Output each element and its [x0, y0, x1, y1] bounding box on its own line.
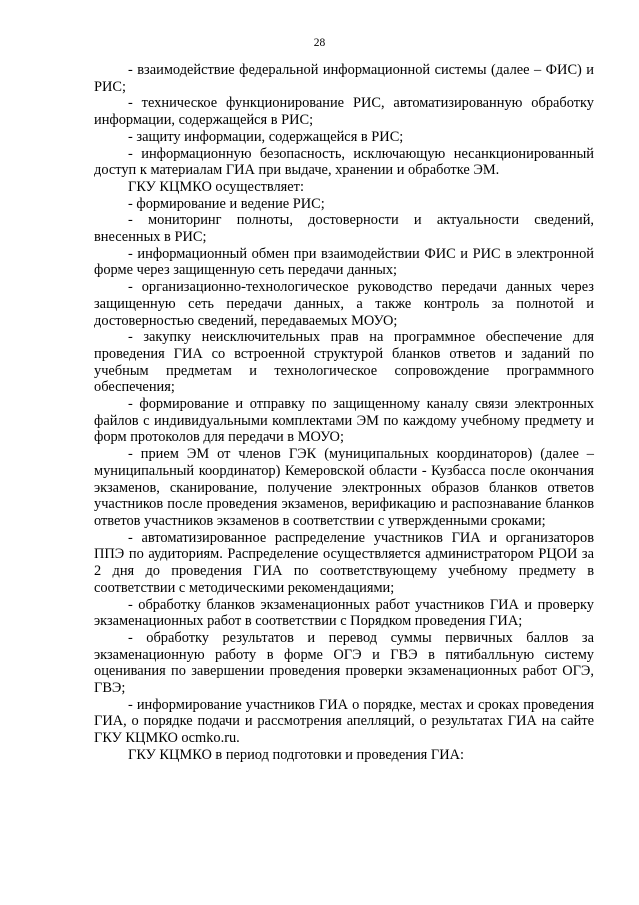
paragraph: - защиту информации, содержащейся в РИС; [128, 128, 404, 145]
document-body [94, 62, 594, 764]
paragraph: ГКУ КЦМКО в период подготовки и проведения ГИА: [128, 746, 464, 763]
paragraph: - организационно-технологическое руководство передачи данных через защищенную сеть передачи данных, а также контроль за полнотой и достоверностью сведений, передаваемых МОУО; [94, 279, 594, 329]
paragraph: - обработку бланков экзаменационных работ участников ГИА и проверку экзаменационных работ в соответствии с Порядком проведения ГИА; [94, 596, 594, 630]
paragraph: - взаимодействие федеральной информационной системы (далее – ФИС) и РИС; [94, 62, 594, 95]
paragraph: - закупку неисключительных прав на программное обеспечение для проведения ГИА со встроенной структурой бланков ответов и заданий по учебным предметам и технологическое сопровождение программного обеспечения; [94, 329, 594, 396]
paragraph: - информационный обмен при взаимодействии ФИС и РИС в электронной форме через защищенную сеть передачи данных; [94, 245, 594, 279]
paragraph: - техническое функционирование РИС, автоматизированную обработку информации, содержащейся в РИС; [94, 95, 594, 129]
paragraph: - формирование и ведение РИС; [128, 195, 325, 212]
paragraph: - прием ЭМ от членов ГЭК (муниципальных координаторов) (далее – муниципальный координатор) Кемеровской области - Кузбасса после окончания экзаменов, сканирование, получение электронных образов бланков ответов участников после проведения экзаменов, верификацию и распознавание бланков ответов участников экзаменов в соответствии с утвержденными сроками; [94, 446, 594, 529]
paragraph: - информационную безопасность, исключающую несанкционированный доступ к материалам ГИА при выдаче, хранении и обработке ЭМ. [94, 145, 594, 179]
paragraph: - формирование и отправку по защищенному каналу связи электронных файлов с индивидуальными комплектами ЭМ по каждому учебному предмету и форм протоколов для передачи в МОУО; [94, 396, 594, 446]
page-number: 28 [313, 37, 326, 49]
paragraph: - информирование участников ГИА о порядке, местах и сроках проведения ГИА, о порядке подачи и рассмотрения апелляций, о результатах ГИА на сайте ГКУ КЦМКО ocmko.ru. [94, 696, 594, 747]
paragraph: - мониторинг полноты, достоверности и актуальности сведений, внесенных в РИС; [94, 212, 594, 246]
paragraph: - обработку результатов и перевод суммы первичных баллов за экзаменационную работу в форме ОГЭ и ГВЭ в пятибалльную систему оценивания по завершении проведения проверки экзаменационных работ ОГЭ, ГВЭ; [94, 629, 594, 697]
paragraph: ГКУ КЦМКО осуществляет: [128, 178, 304, 195]
paragraph: - автоматизированное распределение участников ГИА и организаторов ППЭ по аудиториям. Распределение осуществляется администратором РЦОИ за 2 дня до проведения ГИА по соответствующему учебному предмету в соответствии с методическими рекомендациями; [94, 529, 594, 596]
